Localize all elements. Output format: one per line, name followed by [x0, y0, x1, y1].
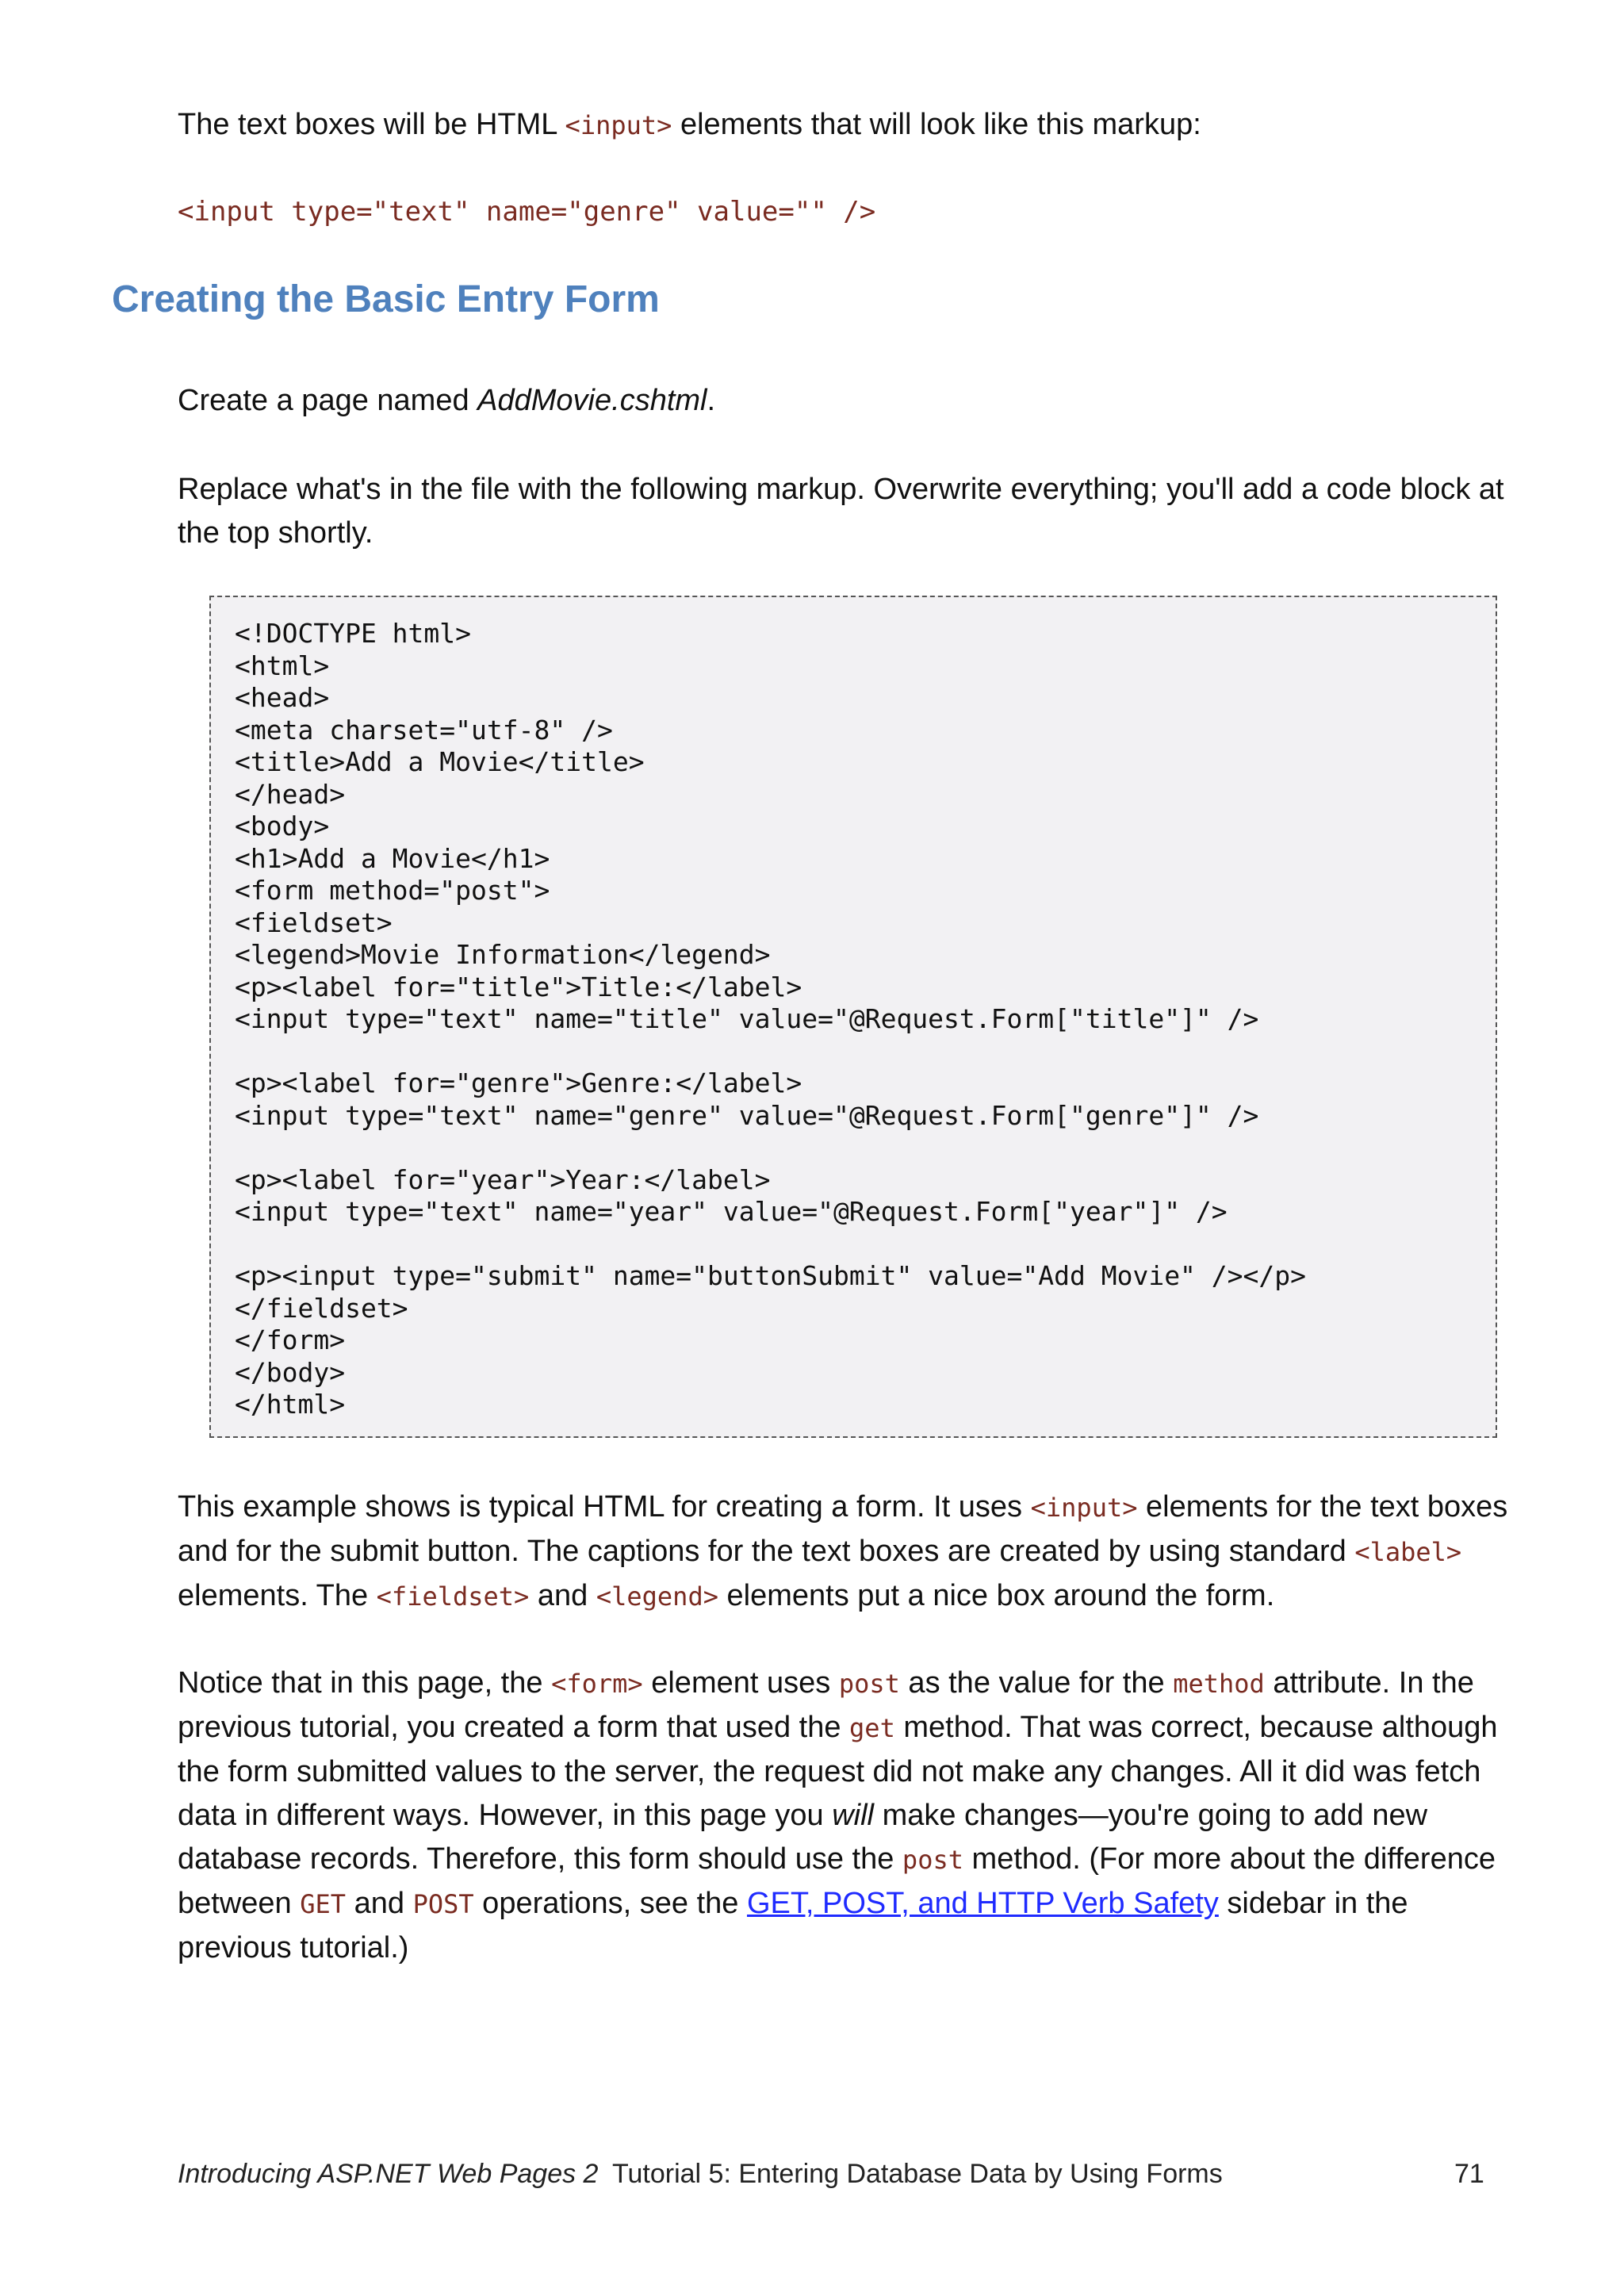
p4-text: as the value for the — [899, 1666, 1174, 1700]
p4-text: method. That was correct, because although the form submitted values to the server, the request did not make any changes. All it did was fetch data in different ways. However, in this page you — [178, 1711, 1498, 1832]
inline-code: <fieldset> — [376, 1581, 530, 1612]
verb-safety-link[interactable]: GET, POST, and HTTP Verb Safety — [746, 1887, 1219, 1920]
p3-text: elements for the text boxes and for the submit button. The captions for the text boxes are created by using standard — [178, 1490, 1508, 1568]
footer-chapter-title: Tutorial 5: Entering Database Data by Using Forms — [612, 2159, 1223, 2189]
p3-text: elements put a nice box around the form. — [718, 1579, 1275, 1612]
p4-text: and — [346, 1887, 413, 1920]
inline-code: get — [849, 1713, 895, 1743]
form-method-paragraph — [178, 1662, 1518, 1970]
inline-code: <legend> — [596, 1581, 718, 1612]
p1-text-end: . — [707, 384, 716, 417]
inline-code: <form> — [551, 1669, 643, 1699]
inline-code: post — [902, 1845, 963, 1875]
emphasis: will — [832, 1799, 875, 1832]
code-listing: <!DOCTYPE html> <html> <head> <meta charset="utf-8" /> <title>Add a Movie</title> </head> <body> <h1>Add a Movie</h1> <form method="post"> <fieldset> <legend>Movie Information</legend> <p><label for="title">Title:</label> <input type="text" name="title" value="@Request.Form["title"]" /> <p><label for="genre">Genre:</label> <input type="text" name="genre" value="@Request.Form["genre"]" /> <p><label for="year">Year:</label> <input type="text" name="year" value="@Request.Form["year"]" /> <p><input type="submit" name="buttonSubmit" value="Add Movie" /></p> </fieldset> </form> </body> </html> — [235, 618, 1307, 1420]
intro-text-end: elements that will look like this markup: — [672, 108, 1201, 141]
code-listing-box — [209, 596, 1497, 1438]
intro-text-start: The text boxes will be HTML — [178, 108, 565, 141]
inline-code: <input> — [1030, 1493, 1138, 1523]
p4-text: make changes—you're going to add new database records. Therefore, this form should use the — [178, 1799, 1428, 1876]
page-number: 71 — [1454, 2159, 1484, 2189]
inline-code: method — [1173, 1669, 1265, 1699]
p3-text: elements. The — [178, 1579, 377, 1612]
p4-text: method. (For more about the difference between — [178, 1842, 1496, 1920]
inline-code: GET — [300, 1889, 347, 1919]
p3-text: This example shows is typical HTML for creating a form. It uses — [178, 1490, 1031, 1524]
section-heading: Creating the Basic Entry Form — [112, 278, 660, 320]
p4-text: operations, see the — [473, 1887, 747, 1920]
p3-text: and — [529, 1579, 596, 1612]
inline-code: POST — [412, 1889, 474, 1919]
inline-code: <label> — [1354, 1537, 1462, 1567]
example-explanation-paragraph — [178, 1485, 1518, 1619]
inline-code: post — [838, 1669, 900, 1699]
intro-paragraph — [178, 103, 1518, 148]
p4-text: attribute. In the previous tutorial, you created a form that used the — [178, 1666, 1474, 1744]
file-name: AddMovie.cshtml — [477, 384, 707, 417]
p4-text: sidebar in the previous tutorial.) — [178, 1887, 1408, 1964]
input-markup-sample: <input type="text" name="genre" value="" /> — [178, 196, 876, 228]
create-page-paragraph — [178, 379, 1518, 423]
inline-code: <input> — [565, 110, 672, 140]
replace-markup-paragraph — [178, 468, 1518, 555]
p4-text: element uses — [642, 1666, 839, 1700]
p4-text: Notice that in this page, the — [178, 1666, 552, 1700]
p2-text: Replace what's in the file with the following markup. Overwrite everything; you'll add a code block at the top shortly. — [178, 473, 1504, 550]
p1-text-start: Create a page named — [178, 384, 478, 417]
footer-book-title: Introducing ASP.NET Web Pages 2 — [178, 2159, 599, 2189]
